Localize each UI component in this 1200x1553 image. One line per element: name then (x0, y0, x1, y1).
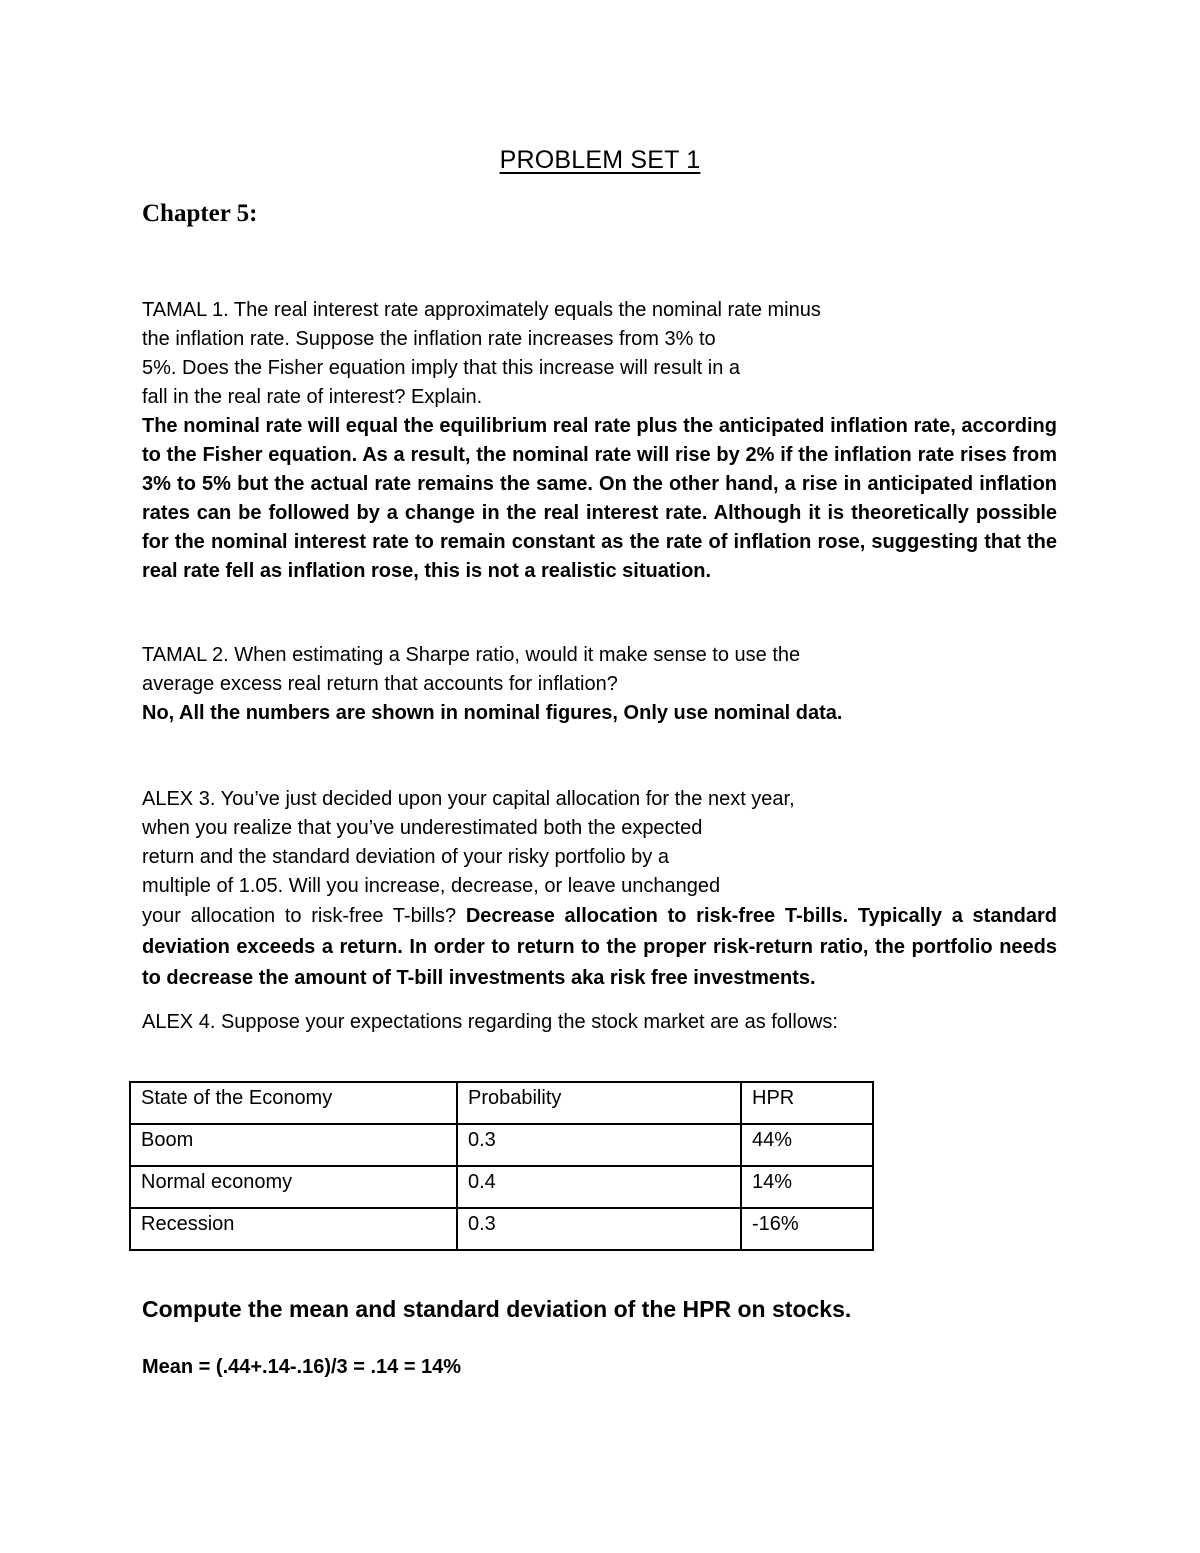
question-2-line-2: average excess real return that accounts for inflation? (142, 673, 618, 695)
question-3-line-4: multiple of 1.05. Will you increase, decrease, or leave unchanged (142, 875, 721, 897)
table-header-cell: Probability (457, 1082, 741, 1124)
question-2 (142, 641, 842, 728)
question-1-line-1: TAMAL 1. The real interest rate approximately equals the nominal rate minus (142, 299, 821, 321)
economy-table (129, 1081, 874, 1251)
question-2-line-1: TAMAL 2. When estimating a Sharpe ratio, would it make sense to use the (142, 644, 801, 666)
question-3-tail-and-answer (142, 901, 1057, 994)
table-row (130, 1124, 873, 1166)
question-4-label: ALEX 4. (142, 1011, 216, 1033)
compute-instruction: Compute the mean and standard deviation of the HPR on stocks. (142, 1296, 852, 1322)
table-row (130, 1166, 873, 1208)
table-cell: 14% (741, 1166, 873, 1208)
answer-1: The nominal rate will equal the equilibrium real rate plus the anticipated inflation rate, according to the Fisher equation. As a result, the nominal rate will rise by 2% if the inflation rate rises from 3% to 5% but the actual rate remains the same. On the other hand, a rise in anticipated inflation rates can be followed by a change in the real interest rate. Although it is theoretically possible for the nominal interest rate to remain constant as the rate of inflation rose, suggesting that the real rate fell as inflation rose, this is not a realistic situation. (142, 415, 1057, 582)
table-cell: 44% (741, 1124, 873, 1166)
question-3 (142, 785, 1057, 994)
question-1-label: TAMAL 1. (142, 299, 229, 321)
answer-2: No, All the numbers are shown in nominal figures, Only use nominal data. (142, 702, 843, 724)
question-3-label: ALEX 3. (142, 788, 216, 810)
table-cell: 0.4 (457, 1166, 741, 1208)
question-3-tail: your allocation to risk-free T-bills? (142, 905, 466, 927)
table-cell: Normal economy (130, 1166, 457, 1208)
question-3-line-1: ALEX 3. You’ve just decided upon your capital allocation for the next year, (142, 788, 795, 810)
question-1-line-2: the inflation rate. Suppose the inflation rate increases from 3% to (142, 328, 716, 350)
table-header-cell: State of the Economy (130, 1082, 457, 1124)
table-cell: 0.3 (457, 1124, 741, 1166)
table-header-row (130, 1082, 873, 1124)
question-4 (142, 1008, 838, 1037)
table-cell: 0.3 (457, 1208, 741, 1250)
table-cell: Boom (130, 1124, 457, 1166)
chapter-heading: Chapter 5: (142, 200, 258, 227)
page-title: PROBLEM SET 1 (499, 146, 701, 174)
question-2-label: TAMAL 2. (142, 644, 229, 666)
table-cell: Recession (130, 1208, 457, 1250)
question-1 (142, 296, 1057, 586)
question-3-line-2: when you realize that you’ve underestimated both the expected (142, 817, 703, 839)
question-4-line: ALEX 4. Suppose your expectations regarding the stock market are as follows: (142, 1011, 838, 1033)
question-1-line-3: 5%. Does the Fisher equation imply that this increase will result in a (142, 357, 741, 379)
answer-3: Decrease allocation to risk-free T-bills. Typically a standard deviation exceeds a return. In order to return to the proper risk-return ratio, the portfolio needs to decrease the amount of T-bill investments aka risk free investments. (142, 905, 1057, 989)
question-1-line-4: fall in the real rate of interest? Explain. (142, 386, 483, 408)
table-header-cell: HPR (741, 1082, 873, 1124)
mean-calculation: Mean = (.44+.14-.16)/3 = .14 = 14% (142, 1356, 462, 1378)
question-3-line-3: return and the standard deviation of your risky portfolio by a (142, 846, 669, 868)
table-row (130, 1208, 873, 1250)
table-cell: -16% (741, 1208, 873, 1250)
